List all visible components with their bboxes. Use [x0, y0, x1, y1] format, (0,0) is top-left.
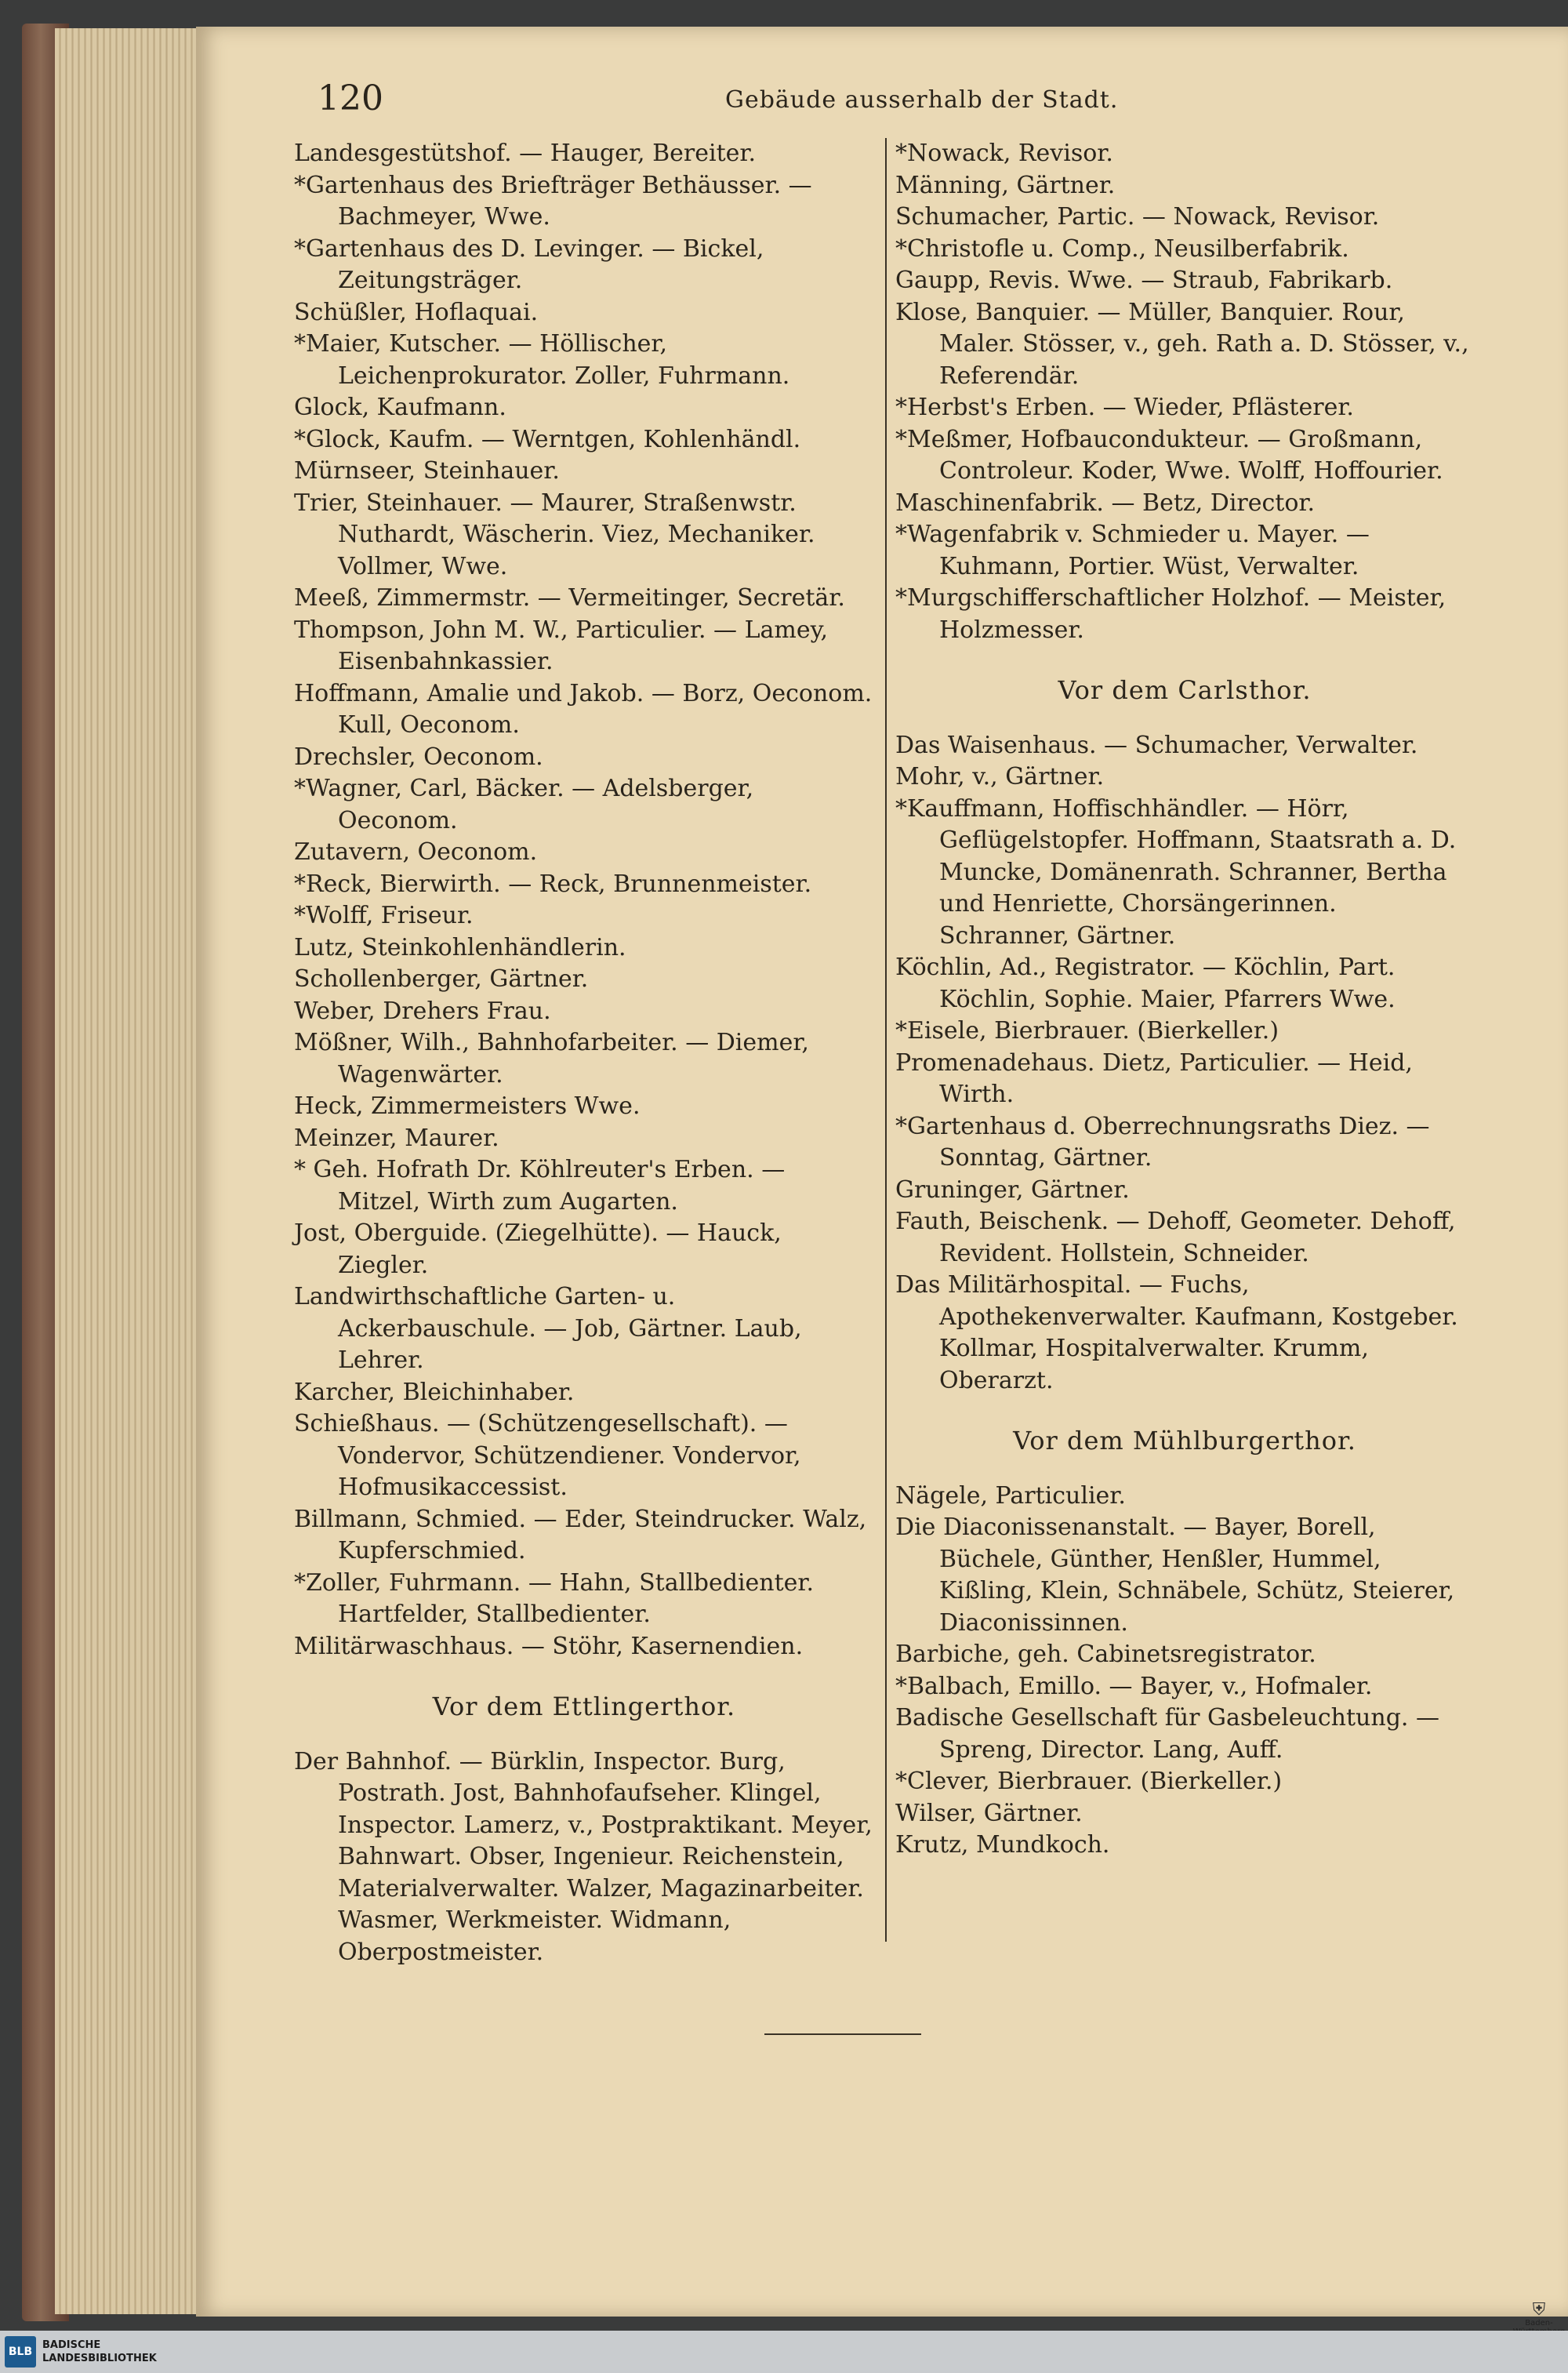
list-item: Trier, Steinhauer. — Maurer, Straßenwstr. Nuthardt, Wäscherin. Viez, Mechaniker. Vollmer, Wwe. — [294, 489, 815, 580]
list-item: Jost, Oberguide. (Ziegelhütte). — Hauck, Ziegler. — [294, 1219, 782, 1279]
list-item: *Gartenhaus d. Oberrechnungsraths Diez. — Sonntag, Gärtner. — [895, 1112, 1430, 1172]
list-item: Gruninger, Gärtner. — [895, 1176, 1130, 1204]
library-name-line1: BADISCHE — [42, 2339, 101, 2351]
list-item: Meeß, Zimmermstr. — Vermeitinger, Secretär. — [294, 584, 845, 612]
bw-label: Baden- — [1525, 2319, 1553, 2328]
list-item: Krutz, Mundkoch. — [895, 1831, 1110, 1859]
list-item: *Meßmer, Hofbaucondukteur. — Großmann, Controleur. Koder, Wwe. Wolff, Hoffourier. — [895, 425, 1443, 485]
list-item: Meinzer, Maurer. — [294, 1124, 499, 1152]
list-item: *Nowack, Revisor. — [895, 140, 1113, 167]
list-item: Fauth, Beischenk. — Dehoff, Geometer. Dehoff, Revident. Hollstein, Schneider. — [895, 1208, 1456, 1267]
list-item: *Balbach, Emillo. — Bayer, v., Hofmaler. — [895, 1672, 1373, 1700]
page-edges — [55, 28, 220, 2314]
list-item: *Wolff, Friseur. — [294, 902, 474, 929]
list-item: Klose, Banquier. — Müller, Banquier. Rour, Maler. Stösser, v., geh. Rath a. D. Stösser, v., Referendär. — [895, 298, 1469, 390]
list-item: *Reck, Bierwirth. — Reck, Brunnenmeister. — [294, 870, 812, 898]
section-title-ettlingerthor: Vor dem Ettlingerthor. — [432, 1692, 736, 1721]
list-item: Militärwaschhaus. — Stöhr, Kasernendien. — [294, 1632, 804, 1660]
page-header — [318, 78, 1537, 125]
section-title-muehlburgerthor: Vor dem Mühlburgerthor. — [1013, 1426, 1356, 1455]
list-item: Männing, Gärtner. — [895, 171, 1116, 199]
list-item: Schumacher, Partic. — Nowack, Revisor. — [895, 203, 1380, 231]
list-item: Schüßler, Hoflaquai. — [294, 298, 539, 326]
list-item: Landwirthschaftliche Garten- u. Ackerbauschule. — Job, Gärtner. Laub, Lehrer. — [294, 1283, 802, 1374]
list-item: Schießhaus. — (Schützengesellschaft). — Vondervor, Schützendiener. Vondervor, Hofmusikaccessist. — [294, 1410, 801, 1501]
list-item: Maschinenfabrik. — Betz, Director. — [895, 489, 1316, 517]
list-item: Glock, Kaufmann. — [294, 394, 506, 421]
blb-logo-icon[interactable]: BLB — [5, 2336, 36, 2368]
list-item: Thompson, John M. W., Particulier. — Lamey, Eisenbahnkassier. — [294, 616, 829, 675]
list-item: *Gartenhaus des Briefträger Bethäusser. — Bachmeyer, Wwe. — [294, 171, 812, 231]
list-item: Wilser, Gärtner. — [895, 1799, 1083, 1827]
list-item: *Wagner, Carl, Bäcker. — Adelsberger, Oeconom. — [294, 775, 754, 834]
list-item: Das Waisenhaus. — Schumacher, Verwalter. — [895, 731, 1418, 759]
list-item: * Geh. Hofrath Dr. Köhlreuter's Erben. — Mitzel, Wirth zum Augarten. — [294, 1156, 786, 1216]
list-item: Barbiche, geh. Cabinetsregistrator. — [895, 1641, 1316, 1668]
library-name — [42, 2338, 157, 2365]
right-column — [895, 138, 1474, 1862]
list-item: Mürnseer, Steinhauer. — [294, 457, 560, 485]
list-item: Köchlin, Ad., Registrator. — Köchlin, Part. Köchlin, Sophie. Maier, Pfarrers Wwe. — [895, 954, 1396, 1013]
coat-of-arms-icon: ⛨ — [1532, 2300, 1546, 2320]
list-item: *Herbst's Erben. — Wieder, Pflästerer. — [895, 394, 1354, 421]
list-item: *Wagenfabrik v. Schmieder u. Mayer. — Kuhmann, Portier. Wüst, Verwalter. — [895, 521, 1370, 580]
list-item: *Eisele, Bierbrauer. (Bierkeller.) — [895, 1017, 1279, 1045]
list-item: *Maier, Kutscher. — Höllischer, Leichenprokurator. Zoller, Fuhrmann. — [294, 330, 790, 390]
list-item: Nägele, Particulier. — [895, 1481, 1126, 1510]
list-item: Der Bahnhof. — Bürklin, Inspector. Burg, Postrath. Jost, Bahnhofaufseher. Klingel, Inspector. Lamerz, v., Postpraktikant. Meyer, Bahnwart. Obser, Ingenieur. Reichenstein, Materialverwalter. Walzer, Magazinarbeiter. Wasmer, Werkmeister. Widmann, Oberpostmeister. — [294, 1747, 873, 1966]
list-item: *Kauffmann, Hoffischhändler. — Hörr, Geflügelstopfer. Hoffmann, Staatsrath a. D. Muncke, Domänenrath. Schranner, Bertha und Henriette, Chorsängerinnen. Schranner, Gärtner. — [895, 794, 1457, 950]
list-item: Karcher, Bleichinhaber. — [294, 1378, 575, 1406]
library-name-line2: LANDESBIBLIOTHEK — [42, 2353, 157, 2364]
bw-logo — [1512, 2302, 1566, 2333]
list-item: Mößner, Wilh., Bahnhofarbeiter. — Diemer, Wagenwärter. — [294, 1029, 809, 1088]
list-item: Drechsler, Oeconom. — [294, 743, 543, 771]
list-item: Die Diaconissenanstalt. — Bayer, Borell, Büchele, Günther, Henßler, Hummel, Kißling, Klein, Schnäbele, Schütz, Steierer, Diaconissinnen. — [895, 1514, 1455, 1637]
list-item: *Murgschifferschaftlicher Holzhof. — Meister, Holzmesser. — [895, 584, 1446, 644]
left-column — [294, 138, 874, 1968]
list-item: Zutavern, Oeconom. — [294, 838, 538, 866]
list-item: Landesgestütshof. — Hauger, Bereiter. — [294, 140, 757, 167]
list-item: Badische Gesellschaft für Gasbeleuchtung. — Spreng, Director. Lang, Auff. — [895, 1704, 1439, 1764]
list-item: Heck, Zimmermeisters Wwe. — [294, 1092, 641, 1120]
section-title-carlsthor: Vor dem Carlsthor. — [1058, 675, 1312, 705]
viewer-footer-bar — [0, 2331, 1568, 2373]
list-item: Gaupp, Revis. Wwe. — Straub, Fabrikarb. — [895, 267, 1393, 294]
list-item: *Christofle u. Comp., Neusilberfabrik. — [895, 234, 1349, 263]
list-item: Weber, Drehers Frau. — [294, 997, 551, 1025]
list-item: Billmann, Schmied. — Eder, Steindrucker. Walz, Kupferschmied. — [294, 1505, 867, 1564]
running-head: Gebäude ausserhalb der Stadt. — [725, 86, 1119, 114]
list-item: *Zoller, Fuhrmann. — Hahn, Stallbedienter. Hartfelder, Stallbedienter. — [294, 1568, 815, 1628]
column-divider — [885, 138, 887, 1942]
page-number: 120 — [318, 78, 383, 118]
list-item: Lutz, Steinkohlenhändlerin. — [294, 933, 626, 961]
list-item: *Gartenhaus des D. Levinger. — Bickel, Zeitungsträger. — [294, 234, 764, 294]
list-item: Mohr, v., Gärtner. — [895, 763, 1105, 790]
list-item: *Clever, Bierbrauer. (Bierkeller.) — [895, 1768, 1283, 1795]
list-item: Das Militärhospital. — Fuchs, Apothekenverwalter. Kaufmann, Kostgeber. Kollmar, Hospitalverwalter. Krumm, Oberarzt. — [895, 1271, 1458, 1394]
closing-rule — [764, 2033, 921, 2035]
list-item: Promenadehaus. Dietz, Particulier. — Heid, Wirth. — [895, 1048, 1413, 1108]
list-item: *Glock, Kaufm. — Werntgen, Kohlenhändl. — [294, 425, 801, 453]
list-item: Schollenberger, Gärtner. — [294, 965, 589, 993]
list-item: Hoffmann, Amalie und Jakob. — Borz, Oeconom. Kull, Oeconom. — [294, 679, 873, 739]
